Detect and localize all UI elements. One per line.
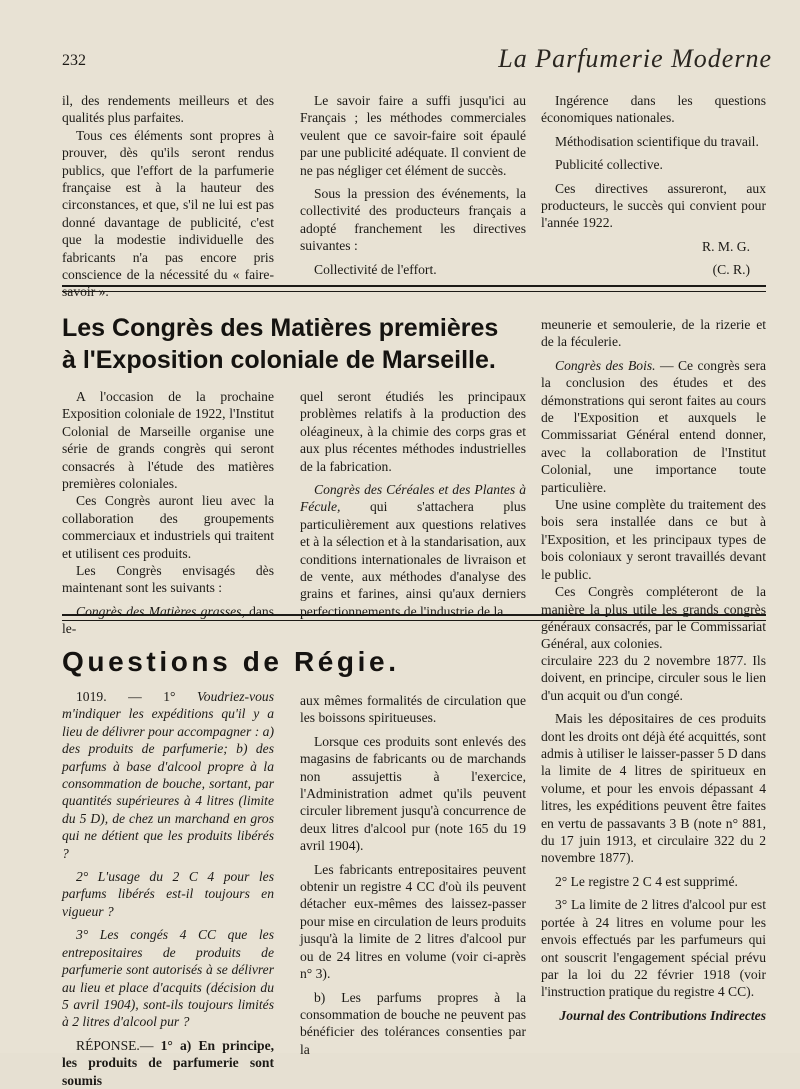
signature: R. M. G. [702, 238, 750, 254]
text: — Ce congrès sera la conclusion des études et des démonstrations qui seront faites au cours de l'Exposition et auxquels le Commissariat Général entend donner, avec la collaboration de l'Institut Colonial, une importance toute particulière. [541, 357, 766, 495]
section-divider [62, 285, 766, 292]
article-title [62, 312, 498, 376]
section-divider [62, 614, 766, 621]
question-text: Voudriez-vous m'indiquer les expéditions qu'il y a lieu de délivrer pour accompagner : a) des produits de parfumerie; b) des parfums à base d'alcool propre à la consommation de bouche, sortant, par quantités supérieures à 4 litres (limite du 5 D), de chez un marchand en gros qui ne détient que les produits libérés ? [62, 689, 274, 861]
paragraph: 2° Le registre 2 C 4 est supprimé. [555, 873, 738, 889]
top-column-2 [300, 92, 526, 278]
congress-name: Congrès des Céréales et des Plantes à Fécule, [300, 482, 526, 515]
paragraph: Une usine complète du traitement des bois sera installée dans ce but à l'Exposition, et les principaux types de bois coloniaux y seront travaillés devant le public. [541, 497, 766, 582]
paragraph: Sous la pression des événements, la collectivité des producteurs français a adopté franchement les directives suivantes : [300, 186, 526, 254]
paragraph: Les fabricants entrepositaires peuvent obtenir un registre 4 CC d'où ils peuvent détacher eux-mêmes des laissez-passer pour mise en circulation de leurs produits jusqu'à la limite de 2 litres d'alcool pur ou de 24 litres en volume (voir ci-après n° 3). [300, 861, 526, 982]
paragraph: b) Les parfums propres à la consommation de bouche ne peuvent pas bénéficier des tolérances consenties par la [300, 989, 526, 1057]
paragraph [300, 481, 526, 620]
paragraph: Méthodisation scientifique du travail. [555, 133, 759, 149]
congres-column-3 [541, 316, 766, 653]
question-1 [62, 688, 274, 862]
paragraph: meunerie et semoulerie, de la rizerie et de la féculerie. [541, 317, 766, 350]
paragraph: circulaire 223 du 2 novembre 1877. Ils doivent, en principe, circuler sous le lien d'un acquit ou d'un congé. [541, 653, 766, 703]
paragraph: quel seront étudiés les principaux problèmes relatifs à la production des oléagineux, à la chimie des corps gras et aux plus récentes méthodes industrielles de la fabrication. [300, 389, 526, 474]
page-number: 232 [62, 52, 86, 69]
paragraph: Ces Congrès compléteront de la manière la plus utile les grands congrès généraux consacrés, par le Commissariat Général, aux colonies. [541, 584, 766, 652]
paragraph: Le savoir faire a suffi jusqu'ici au Français ; les méthodes commerciales veulent que ce savoir-faire soit épaulé par une publicité adéquate. Il convient de ne pas négliger cet élément de succès. [300, 93, 526, 178]
article-title-line: Les Congrès des Matières premières [62, 314, 499, 342]
text: dans le- [62, 603, 274, 637]
text: qui s'attachera plus particulièrement aux questions relatives et à la sélection et à la standarisation, aux conditions internationales de livraison et de vente, aux méthodes d'analyse des grains et farines, ainsi qu'aux derniers perfectionnements de l'industrie de la [300, 499, 526, 619]
paragraph: il, des rendements meilleurs et des qualités plus parfaites. [62, 93, 274, 126]
question-2: 2° L'usage du 2 C 4 pour les parfums libérés est-il toujours en vigueur ? [62, 869, 274, 919]
congress-name: Congrès des Bois. [555, 357, 656, 373]
congres-column-1 [62, 388, 274, 638]
top-column-3 [541, 92, 766, 279]
paragraph: Les Congrès envisagés dès maintenant sont les suivants : [62, 563, 274, 596]
answer-label: RÉPONSE.— [76, 1037, 154, 1053]
paragraph: Collectivité de l'effort. [314, 261, 437, 277]
paragraph: Ces Congrès auront lieu avec la collaboration des groupements commerciaux et industriels qui traitent et utilisent ces produits. [62, 493, 274, 561]
paragraph: Ingérence dans les questions économiques nationales. [541, 93, 766, 126]
section-title: Questions de Régie. [62, 646, 400, 677]
journal-title: La Parfumerie Moderne [498, 44, 772, 73]
paragraph: Tous ces éléments sont propres à prouver, dès qu'ils seront rendus publics, que l'effort de la parfumerie française est à la hauteur des circonstances, et que, s'il ne lui est pas donné davantage de publicité, c'est que la modestie individuelle des fabricants n'a pas encore pris conscience de la nécessité du « faire-savoir ». [62, 127, 274, 300]
paragraph: Lorsque ces produits sont enlevés des magasins de fabricants ou de marchands non assujettis à l'exercice, l'Administration admet qu'ils peuvent circuler librement jusqu'à concurrence de deux litres d'alcool pur (note 165 du 19 avril 1904). [300, 733, 526, 854]
paragraph: Ces directives assureront, aux producteurs, le succès qui convient pour l'année 1922. [541, 180, 766, 231]
answer-text: 1° a) En principe, les produits de parfumerie sont soumis [62, 1037, 274, 1088]
credit: (C. R.) [712, 262, 750, 278]
paragraph: aux mêmes formalités de circulation que les boissons spiritueuses. [300, 693, 526, 726]
congress-name: Congrès des Matières grasses, [76, 603, 245, 619]
congres-column-2 [300, 388, 526, 620]
question-3: 3° Les congés 4 CC que les entrepositaires de produits de parfumerie sont autorisés à se délivrer au lieu et place d'acquits (décision du 5 avril 1904), sont-ils toujours limités à 2 litres d'alcool pur ? [62, 927, 274, 1030]
paragraph: 3° La limite de 2 litres d'alcool pur est portée à 24 litres en volume pour les envois effectués par les parfumeurs qui ont souscrit l'engagement spécial prévu par la loi du 22 février 1918 (voir l'instruction pratique du registre 4 CC). [541, 897, 766, 1000]
paragraph: Publicité collective. [555, 157, 663, 173]
top-column-1 [62, 92, 274, 301]
regie-column-3 [541, 652, 766, 1024]
article-title-line: à l'Exposition coloniale de Marseille. [62, 346, 496, 374]
question-number: 1019. — 1° [76, 689, 176, 704]
source-credit: Journal des Contributions Indirectes [559, 1007, 766, 1023]
paragraph [541, 357, 766, 496]
paragraph: Mais les dépositaires de ces produits dont les droits ont déjà été acquittés, sont admis à utiliser le laisser-passer 5 D dans la limite de 4 litres de spiritueux en volume, et pour les envois dépassant 4 litres, les expéditions peuvent être faites en vertu de passavants 3 B (note n° 881, du 17 juin 1913, et circulaire 322 du 2 novembre 1877). [541, 711, 766, 866]
regie-column-1 [62, 688, 274, 1089]
regie-column-2 [300, 692, 526, 1058]
answer [62, 1037, 274, 1089]
paragraph: A l'occasion de la prochaine Exposition coloniale de 1922, l'Institut Colonial de Marseille organise une série de grands congrès qui seront consacrés à l'étude des matières premières coloniales. [62, 389, 274, 492]
